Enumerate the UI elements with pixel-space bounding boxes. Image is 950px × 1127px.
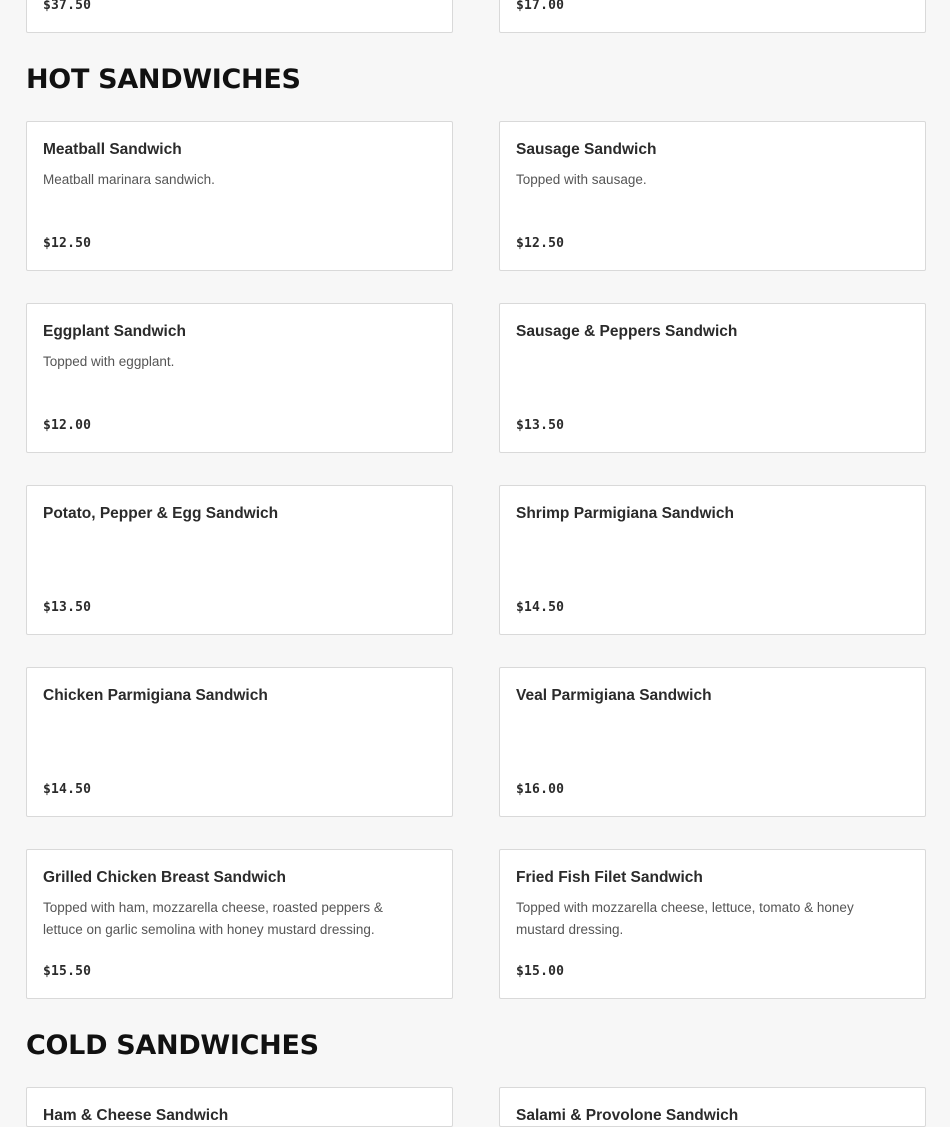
item-name: Eggplant Sandwich [43,323,186,340]
menu-item-card[interactable] [499,303,926,453]
item-name: Grilled Chicken Breast Sandwich [43,869,286,886]
item-price: $15.00 [516,964,565,979]
item-description: Topped with mozzarella cheese, lettuce, tomato & honey mustard dressing. [516,900,854,937]
item-description: Meatball marinara sandwich. [43,172,215,187]
menu-item-card[interactable] [499,0,926,33]
item-description: Topped with sausage. [516,172,647,187]
item-price: $16.00 [516,782,565,797]
item-price: $17.00 [516,0,565,13]
item-description: Topped with eggplant. [43,354,175,369]
menu-item-card[interactable] [26,0,453,33]
item-name: Salami & Provolone Sandwich [516,1107,739,1124]
item-price: $12.00 [43,418,92,433]
menu-item-card[interactable] [26,1087,453,1127]
menu-item-card[interactable] [499,121,926,271]
item-price: $14.50 [516,600,565,615]
item-price: $13.50 [516,418,565,433]
item-price: $12.50 [43,236,92,251]
menu-item-card[interactable] [26,667,453,817]
section-title-cold-sandwiches: COLD SANDWICHES [26,1030,319,1061]
item-name: Fried Fish Filet Sandwich [516,869,703,886]
menu-item-card[interactable] [26,485,453,635]
menu-item-card[interactable] [26,121,453,271]
menu-item-card[interactable] [26,303,453,453]
item-price: $13.50 [43,600,92,615]
item-price: $15.50 [43,964,92,979]
item-price: $12.50 [516,236,565,251]
item-name: Chicken Parmigiana Sandwich [43,687,268,704]
item-name: Shrimp Parmigiana Sandwich [516,505,734,522]
menu-item-card[interactable] [499,485,926,635]
item-name: Meatball Sandwich [43,141,182,158]
item-description: Topped with ham, mozzarella cheese, roasted peppers & lettuce on garlic semolina with honey mustard dressing. [43,900,383,937]
item-price: $37.50 [43,0,92,13]
item-price: $14.50 [43,782,92,797]
menu-item-card[interactable] [499,849,926,999]
item-name: Sausage Sandwich [516,141,657,158]
item-name: Sausage & Peppers Sandwich [516,323,738,340]
menu-item-card[interactable] [499,1087,926,1127]
item-name: Potato, Pepper & Egg Sandwich [43,505,279,522]
menu-item-card[interactable] [26,849,453,999]
section-title-hot-sandwiches: HOT SANDWICHES [26,64,301,95]
menu-item-card[interactable] [499,667,926,817]
item-name: Veal Parmigiana Sandwich [516,687,712,704]
item-name: Ham & Cheese Sandwich [43,1107,229,1124]
